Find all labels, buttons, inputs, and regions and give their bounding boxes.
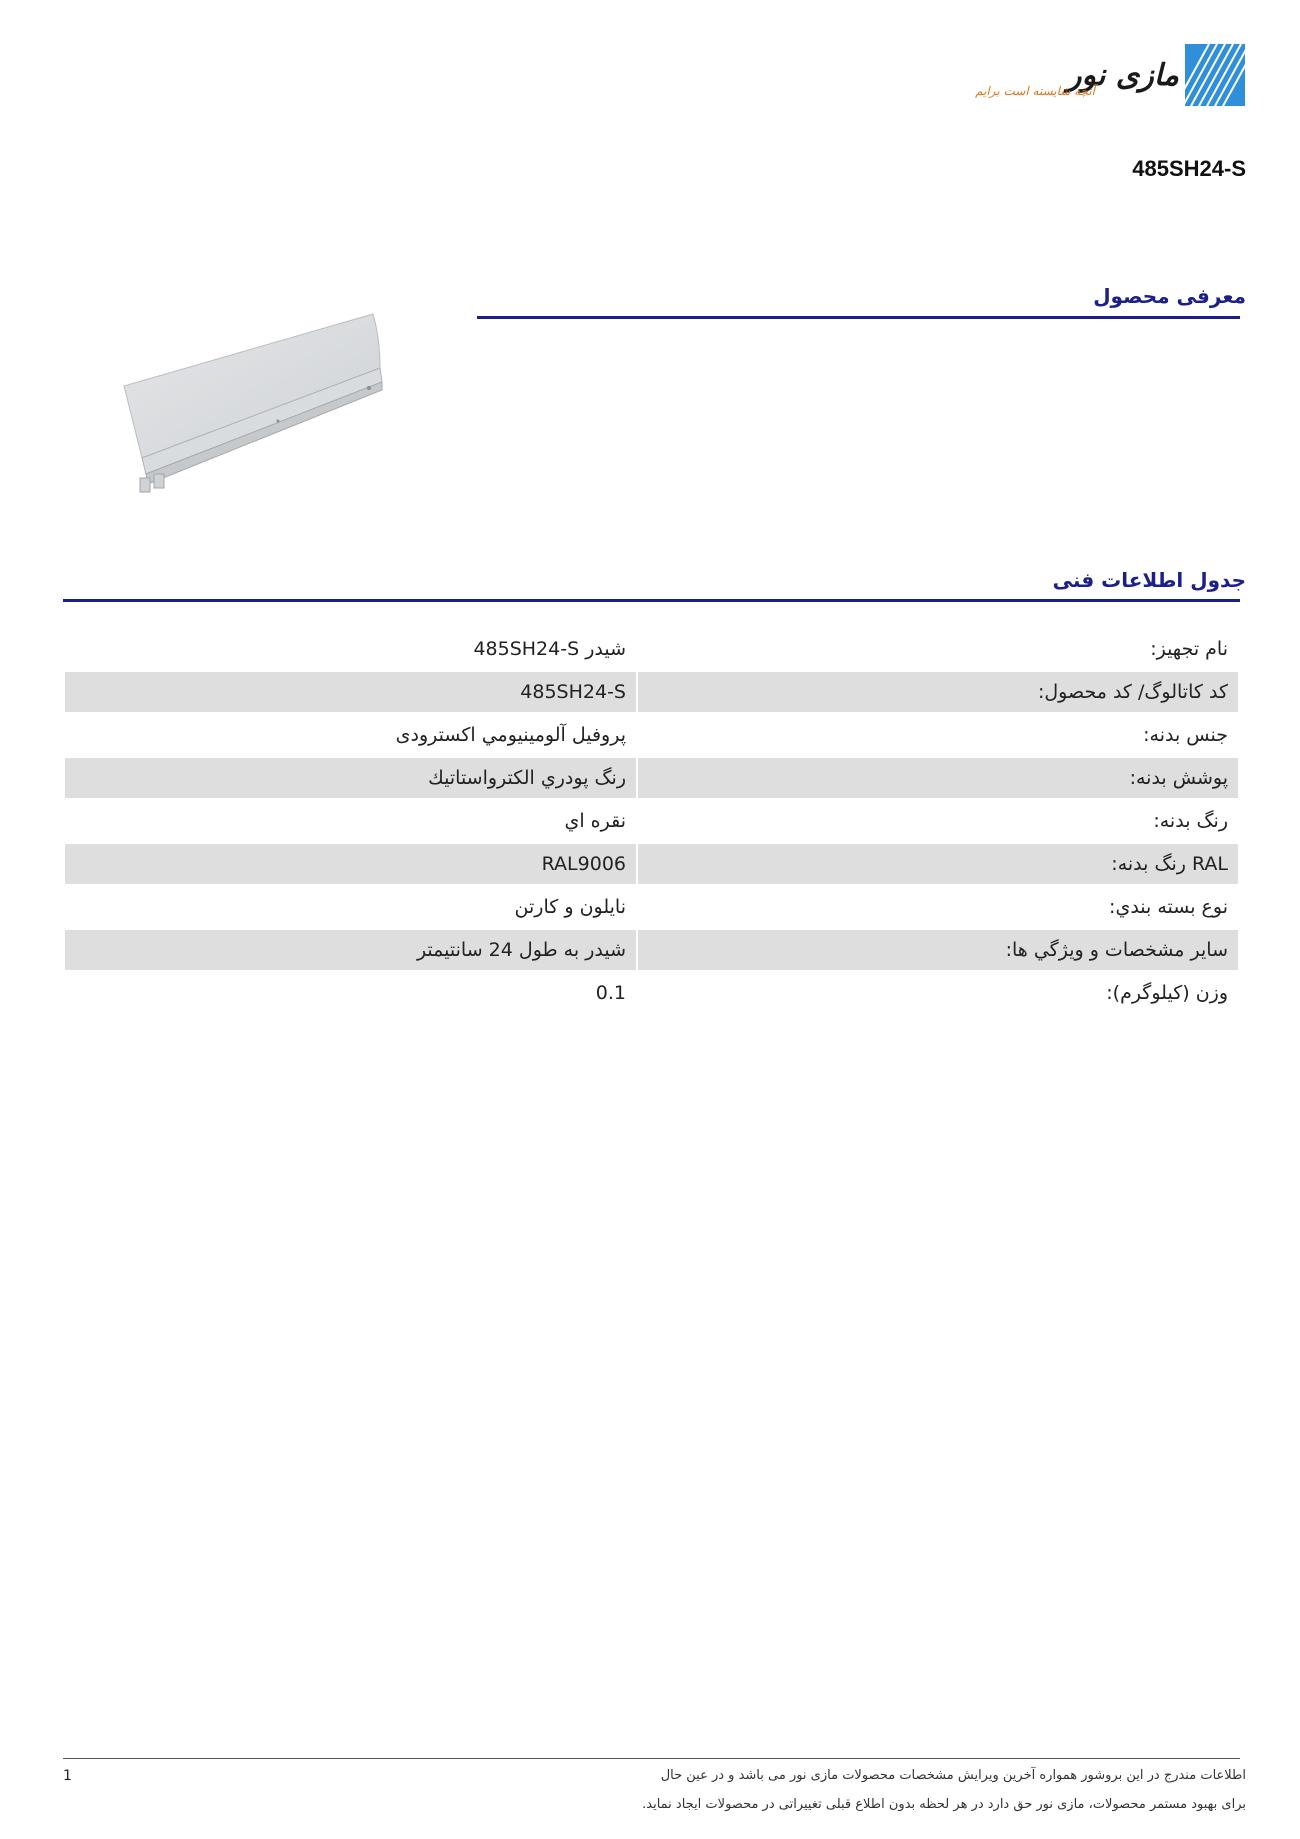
logo-tagline: آنچه شایسته است برایم (975, 84, 1095, 98)
table-row (65, 629, 1238, 669)
spec-label: سایر مشخصات و ویژگي ها: (638, 930, 1238, 970)
spec-value: نقره اي (564, 810, 626, 832)
footer-disclaimer-line-1: اطلاعات مندرج در این بروشور همواره آخرین ویرایش مشخصات محصولات مازی نور می باشد و در عین حال (660, 1768, 1246, 1783)
table-row (65, 973, 1238, 1013)
tech-divider (63, 599, 1240, 602)
table-row (65, 844, 1238, 884)
spec-value: 485SH24-S (65, 672, 636, 712)
spec-value: رنگ پودري الكترواستاتيك (65, 758, 636, 798)
spec-table (63, 626, 1240, 1016)
table-row (65, 887, 1238, 927)
spec-label: کد کاتالوگ/ کد محصول: (638, 672, 1238, 712)
table-row (65, 930, 1238, 970)
page-number: 1 (63, 1768, 72, 1784)
logo-wordmark: مازی نور (1067, 58, 1179, 93)
table-row (65, 801, 1238, 841)
spec-value: شيدر به طول 24 سانتيمتر (65, 930, 636, 970)
spec-label: جنس بدنه: (1143, 724, 1228, 746)
product-image (118, 308, 388, 508)
footer-divider (63, 1758, 1240, 1759)
spec-value: شيدر 485SH24-S (473, 638, 626, 660)
spec-label: وزن (کیلوگرم): (1106, 982, 1228, 1004)
spec-value: RAL9006 (65, 844, 636, 884)
spec-label: پوشش بدنه: (638, 758, 1238, 798)
spec-label: نوع بسته بندي: (1109, 896, 1228, 918)
spec-label: نام تجهیز: (1150, 638, 1228, 660)
table-row (65, 715, 1238, 755)
table-row (65, 758, 1238, 798)
footer-disclaimer-line-2: برای بهبود مستمر محصولات، مازی نور حق دارد در هر لحظه بدون اطلاع قبلی تغییراتی در محصولات ایجاد نماید. (642, 1797, 1246, 1812)
intro-divider (477, 316, 1240, 319)
spec-label: رنگ بدنه: (1153, 810, 1228, 832)
spec-label: RAL رنگ بدنه: (638, 844, 1238, 884)
table-row (65, 672, 1238, 712)
section-title-intro: معرفی محصول (1093, 284, 1246, 308)
logo-stripes-icon (1185, 44, 1245, 106)
spec-value: نايلون و كارتن (514, 896, 626, 918)
model-code-title: 485SH24-S (1132, 156, 1246, 181)
spec-value: 0.1 (595, 982, 626, 1004)
company-logo (975, 44, 1245, 110)
section-title-tech: جدول اطلاعات فنی (1052, 568, 1246, 592)
spec-value: پروفیل آلومینیومي اکسترودی (395, 724, 626, 746)
